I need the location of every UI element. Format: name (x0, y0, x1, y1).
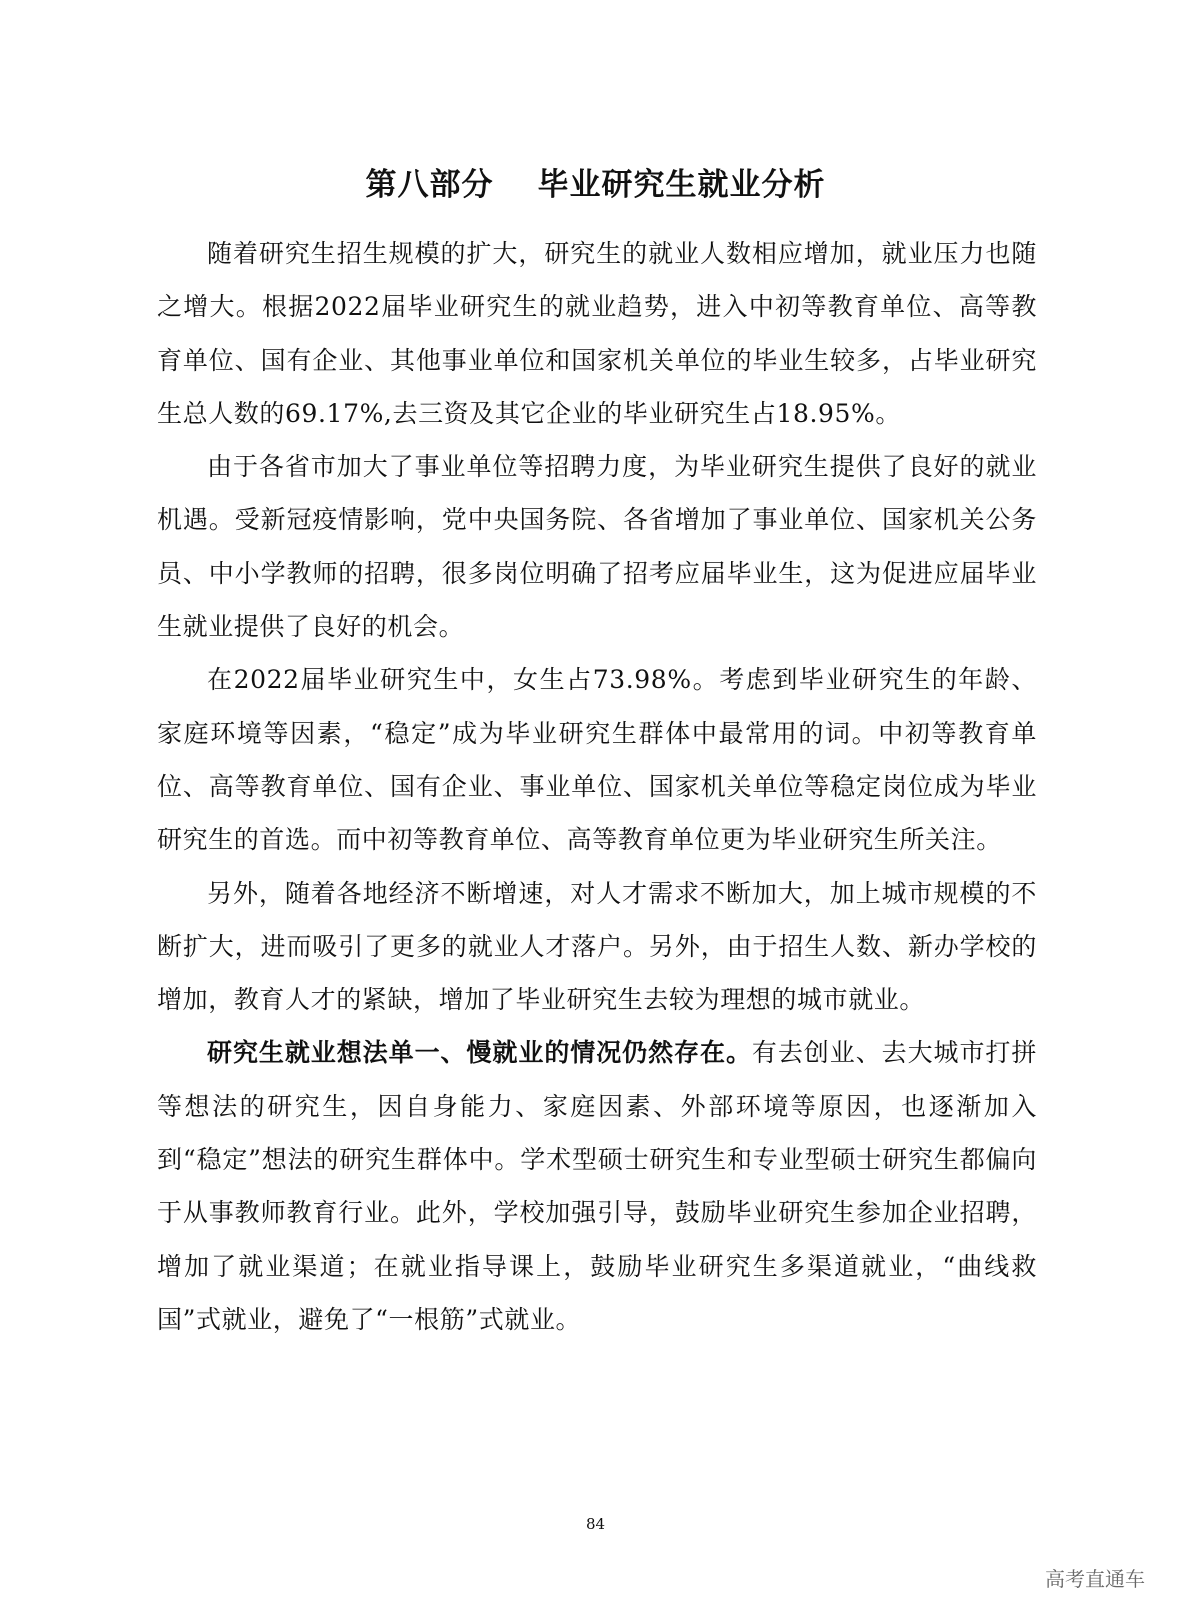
title-name: 毕业研究生就业分析 (537, 166, 826, 203)
paragraph-4-text: 另外，随着各地经济不断增速，对人才需求不断加大，加上城市规模的不断扩大，进而吸引了更多的就业人才落户。另外，由于招生人数、新办学校的增加，教育人才的紧缺，增加了毕业研究生去较为理想的城市就业。 (157, 878, 1037, 1015)
paragraph-1-text: 随着研究生招生规模的扩大，研究生的就业人数相应增加，就业压力也随之增大。根据2022届毕业研究生的就业趋势，进入中初等教育单位、高等教育单位、国有企业、其他事业单位和国家机关单位的毕业生较多，占毕业研究生总人数的69.17%,去三资及其它企业的毕业研究生占18.95%。 (157, 239, 1037, 428)
paragraph-5-lead: 研究生就业想法单一、慢就业的情况仍然存在。 (207, 1038, 752, 1068)
title-part: 第八部分 (365, 166, 494, 203)
paragraph-5-text: 有去创业、去大城市打拼等想法的研究生，因自身能力、家庭因素、外部环境等原因，也逐渐加入到“稳定”想法的研究生群体中。学术型硕士研究生和专业型硕士研究生都偏向于从事教师教育行业。此外，学校加强引导，鼓励毕业研究生参加企业招聘，增加了就业渠道；在就业指导课上，鼓励毕业研究生多渠道就业，“曲线救国”式就业，避免了“一根筋”式就业。 (157, 1038, 1037, 1334)
body-text (157, 227, 1037, 1346)
watermark: 高考直通车 (1045, 1567, 1145, 1591)
paragraph-1 (157, 227, 1037, 440)
paragraph-2 (157, 440, 1037, 653)
page-number: 84 (585, 1515, 606, 1533)
paragraph-2-text: 由于各省市加大了事业单位等招聘力度，为毕业研究生提供了良好的就业机遇。受新冠疫情影响，党中央国务院、各省增加了事业单位、国家机关公务员、中小学教师的招聘，很多岗位明确了招考应届毕业生，这为促进应届毕业生就业提供了良好的机会。 (157, 452, 1037, 642)
paragraph-3 (157, 653, 1037, 866)
paragraph-3-text: 在2022届毕业研究生中，女生占73.98%。考虑到毕业研究生的年龄、家庭环境等因素，“稳定”成为毕业研究生群体中最常用的词。中初等教育单位、高等教育单位、国有企业、事业单位、国家机关单位等稳定岗位成为毕业研究生的首选。而中初等教育单位、高等教育单位更为毕业研究生所关注。 (157, 665, 1037, 855)
paragraph-5 (157, 1026, 1037, 1346)
page-title (0, 159, 1191, 204)
paragraph-4 (157, 867, 1037, 1027)
